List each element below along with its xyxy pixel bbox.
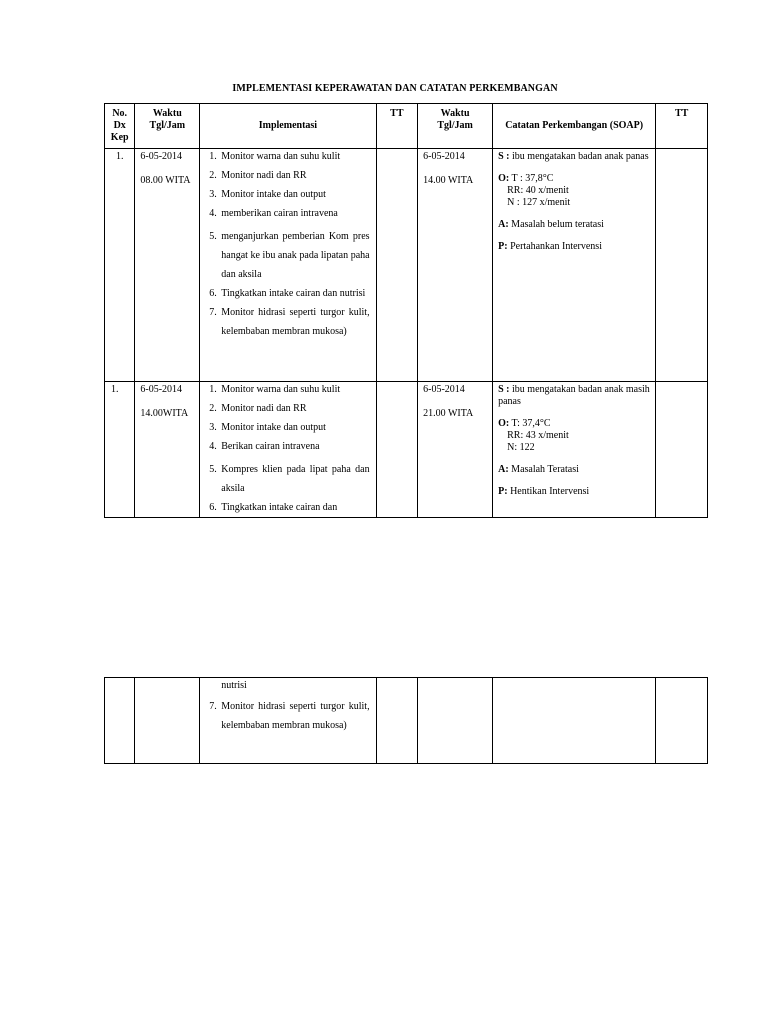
date-1: 6-05-2014: [140, 151, 183, 162]
list-item: 1. Monitor warna dan suhu kulit: [209, 151, 341, 162]
row-no: [105, 382, 135, 518]
list-item: 6. Tingkatkan intake cairan dan nutrisi: [209, 288, 366, 299]
table-row: [105, 678, 708, 764]
header-tt-1: TT: [376, 104, 418, 149]
soap-p: P: Pertahankan Intervensi: [498, 241, 602, 252]
header-waktu-2: Waktu Tgl/Jam: [418, 104, 493, 149]
implementation-list: [209, 697, 369, 735]
row-tt-2: [656, 678, 708, 764]
header-waktu-1: Waktu Tgl/Jam: [135, 104, 200, 149]
row-waktu-1: [135, 382, 200, 518]
soap-o-rr: RR: 43 x/menit: [507, 430, 569, 441]
table-row: [105, 382, 708, 518]
row-no: [105, 149, 135, 382]
row-tt-2: [656, 149, 708, 382]
row-implementasi: [200, 382, 376, 518]
row-soap: [493, 149, 656, 382]
implementation-table: [104, 103, 708, 518]
header-implementasi: Implementasi: [200, 104, 376, 149]
row-waktu-1: [135, 678, 200, 764]
implementation-list: [209, 384, 369, 517]
list-item: 2. Monitor nadi dan RR: [209, 403, 307, 414]
list-item: 1. Monitor warna dan suhu kulit: [209, 384, 341, 395]
date-2: 6-05-2014: [423, 384, 465, 395]
row-tt-1: [376, 149, 418, 382]
row-waktu-1: [135, 149, 200, 382]
header-soap: Catatan Perkembangan (SOAP): [493, 104, 656, 149]
list-item: 3. Monitor intake dan output: [209, 189, 326, 200]
dx-number: 1.: [111, 384, 119, 395]
row-soap: [493, 382, 656, 518]
list-item: 7. Monitor hidrasi seperti turgor kulit, kelembaban membran mukosa): [209, 701, 370, 731]
list-item: 5. menganjurkan pemberian Kom pres hangat ke ibu anak pada lipatan paha dan aksila: [209, 231, 370, 280]
soap-o: O: T : 37,8°C: [498, 173, 554, 184]
row-waktu-2: [418, 382, 493, 518]
page-title: IMPLEMENTASI KEPERAWATAN DAN CATATAN PERKEMBANGAN: [232, 83, 558, 94]
list-item: 5. Kompres klien pada lipat paha dan aksila: [209, 464, 370, 494]
soap-p: P: Hentikan Intervensi: [498, 486, 590, 497]
time-1: 14.00WITA: [140, 408, 189, 419]
header-no-dx-kep: No. Dx Kep: [105, 104, 135, 149]
list-item: 4. Berikan cairan intravena: [209, 441, 320, 452]
table-row: [105, 149, 708, 382]
table-header-row: [105, 104, 708, 149]
row-tt-1: [376, 678, 418, 764]
list-item: 3. Monitor intake dan output: [209, 422, 326, 433]
date-2: 6-05-2014: [423, 151, 465, 162]
continuation-table: [104, 677, 708, 764]
soap-s: S : ibu mengatakan badan anak panas: [498, 151, 649, 162]
header-tt-2: TT: [656, 104, 708, 149]
soap-o-n: N: 122: [507, 442, 535, 453]
list-item: 6. Tingkatkan intake cairan dan: [209, 502, 338, 513]
time-2: 21.00 WITA: [423, 408, 474, 419]
soap-a: A: Masalah Teratasi: [498, 464, 579, 475]
list-item: 7. Monitor hidrasi seperti turgor kulit, kelembaban membran mukosa): [209, 307, 370, 337]
list-item: 4. memberikan cairan intravena: [209, 208, 338, 219]
soap-o-n: N : 127 x/menit: [507, 197, 571, 208]
soap-a: A: Masalah belum teratasi: [498, 219, 604, 230]
time-1: 08.00 WITA: [140, 175, 191, 186]
time-2: 14.00 WITA: [423, 175, 474, 186]
soap-s: S : ibu mengatakan badan anak masih panas: [498, 384, 650, 407]
dx-number: 1.: [115, 151, 124, 162]
row-waktu-2: [418, 149, 493, 382]
row-tt-2: [656, 382, 708, 518]
row-tt-1: [376, 382, 418, 518]
implementation-list: [209, 151, 369, 341]
row-soap: [493, 678, 656, 764]
continued-text: nutrisi: [221, 680, 247, 691]
row-no: [105, 678, 135, 764]
date-1: 6-05-2014: [140, 384, 183, 395]
list-item: 2. Monitor nadi dan RR: [209, 170, 307, 181]
row-waktu-2: [418, 678, 493, 764]
soap-o-rr: RR: 40 x/menit: [507, 185, 569, 196]
row-implementasi: [200, 678, 376, 764]
row-implementasi: [200, 149, 376, 382]
soap-o: O: T: 37,4°C: [498, 418, 551, 429]
